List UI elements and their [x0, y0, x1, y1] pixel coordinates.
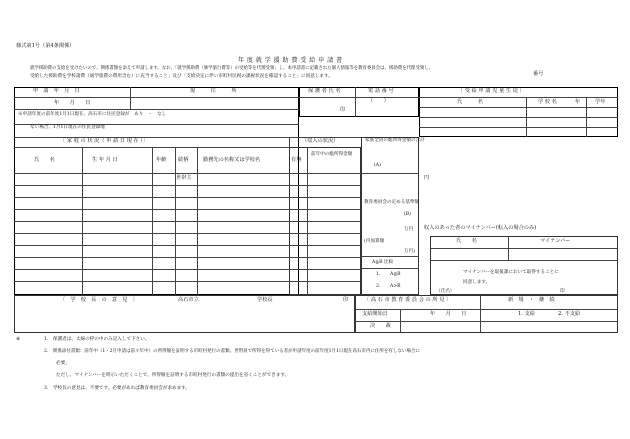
student-school-col: 学 校 名 [538, 99, 557, 105]
school-opinion-header: 〔 学 校 長 の 意 見 〕 [60, 297, 138, 303]
sign-label: （氏名） [436, 289, 455, 294]
income-header: （収入の状況） [302, 138, 339, 144]
col-income: 前年中の総所得金額 [311, 152, 353, 157]
students-header: 〔 受 給 申 請 児 童 生 徒 〕 [458, 88, 525, 94]
date-header: 申 請 年 月 日 [33, 88, 80, 94]
b-label: (B) [404, 212, 411, 217]
student-grade-col: 学年 [595, 99, 606, 105]
household-head: 世帯主 [176, 175, 192, 181]
col-presence: 有無 [291, 157, 302, 163]
notes-mark: ※ [16, 336, 21, 342]
mynumber-name-col: 氏 名 [456, 238, 477, 244]
residency-note[interactable]: ※申請年度の前年度1月1日現在、高石市に住民登録が あり ・ なし [18, 112, 167, 117]
application-date[interactable]: 年 月 日 [54, 100, 91, 106]
phone-field[interactable]: （ ） [368, 98, 389, 104]
col-age: 年齢 [156, 157, 167, 163]
manyen: 万円 [404, 227, 414, 232]
form-id: 様式第1号（第4条関係） [16, 43, 75, 49]
address-header: 現 住 所 [190, 88, 237, 94]
guardian-seal: 印 [340, 107, 346, 113]
addition-breakdown: (内加算額 [364, 239, 385, 244]
student-name-col: 氏 名 [457, 99, 483, 105]
residency-note-2: ない場合、1月1日現在の住民登録地 [30, 125, 105, 130]
start-date-value[interactable]: 年 月 日 [430, 311, 467, 317]
form-title: 年 度 就 学 援 助 費 受 給 申 請 書 [238, 57, 343, 64]
note-2c: ただし、マイナンバーを明示いただくことで、所得額を証明する市町村発行の書類の提出を省くことができます。 [56, 373, 290, 378]
result-2-text[interactable]: A>B [390, 284, 401, 289]
mynumber-caption: 収入のあった者のマイナンバー(転入の場合のみ) [424, 225, 537, 231]
applicant-frame [14, 87, 302, 295]
col-birthdate: 生 年 月 日 [92, 157, 118, 163]
option-deny[interactable]: 2. 不支給 [558, 311, 581, 317]
mynumber-number-col: マイナンバー [540, 238, 571, 244]
consent-line-2: 同意します。 [463, 280, 491, 285]
students-frame [419, 87, 618, 137]
note-1: 1. 保護者は、太線の枠の中のみ記入して下さい。 [44, 337, 150, 342]
col-relation: 続柄 [178, 157, 189, 163]
household-total: 家族全員の総所得金額の合計 [365, 138, 425, 143]
mynumber-seal: 印 [560, 289, 565, 294]
result-1-num[interactable]: 1. [376, 272, 381, 277]
result-1-text[interactable]: A≦B [390, 272, 401, 277]
decision-label: 決 裁 [370, 323, 391, 329]
result-2-num[interactable]: 2. [376, 284, 381, 289]
intro-line-2: 受給した援助費を学校諸費（通学旅費の費用含む）に充当すること」及び「支給決定に伴い市町村民税の課税状況を確認すること」に同意します。 [30, 74, 333, 79]
option-grant[interactable]: 1. 支給 [518, 311, 535, 317]
phone-header: 電 話 番 号 [368, 88, 394, 94]
start-date-label: 支給開始日 [362, 311, 388, 317]
yen-a: 円 [424, 175, 430, 181]
intro-line-1: 就学援助費の支給を受けたいので、関係書類を添えて申請します。なお、「就学援助費（修学旅行費等）の受給等を代理受領」し、本申請書に記載された個人情報等を教育委員会は、援助費を代理受領し、 [30, 66, 434, 71]
number-label: 番号 [533, 71, 544, 77]
a-label: (A) [374, 163, 381, 168]
principal-label: 学校長 [257, 297, 273, 303]
consent-line-1: マイナンバーを取扱課において取得することに [463, 270, 559, 275]
student-grade-suffix: 年 [575, 99, 581, 105]
col-workplace: 勤務先の名称又は学校名 [203, 157, 261, 163]
principal-seal: 印 [343, 297, 349, 303]
standard-amount: 教育委員会の定める基準額 [364, 200, 420, 205]
board-header: 〔 高 石 市 教 育 委 員 会 の 所 見 〕 [364, 297, 452, 303]
note-2: 2. 関係添付書類：前年中（1・2月申請は前々年中）の所得額を証明する市町村発行の書類。世帯員で所得を得ている者が申請年度の前年度1月1日現在高石市内に住所を有しない場合に [44, 349, 420, 354]
compare-label: A≧B 比較 [372, 260, 394, 265]
guardian-header: 保 護 者 氏 名 [308, 88, 341, 94]
family-header: 〔 家 庭 の 状 況（ 申 請 日 現 在 ）〕 [60, 138, 149, 144]
new-continue[interactable]: 新 規 ・ 継 続 [508, 297, 555, 303]
mynumber-frame [430, 236, 618, 295]
col-name: 氏 名 [34, 157, 55, 163]
note-3: 3. 学校長の意見は、不要です。必要があれば教育委員会が求めます。 [44, 386, 191, 391]
school-name[interactable]: 高石市立 [178, 297, 199, 303]
manyen-close: 万円) [404, 249, 415, 254]
note-2b: 必要。 [56, 361, 70, 366]
